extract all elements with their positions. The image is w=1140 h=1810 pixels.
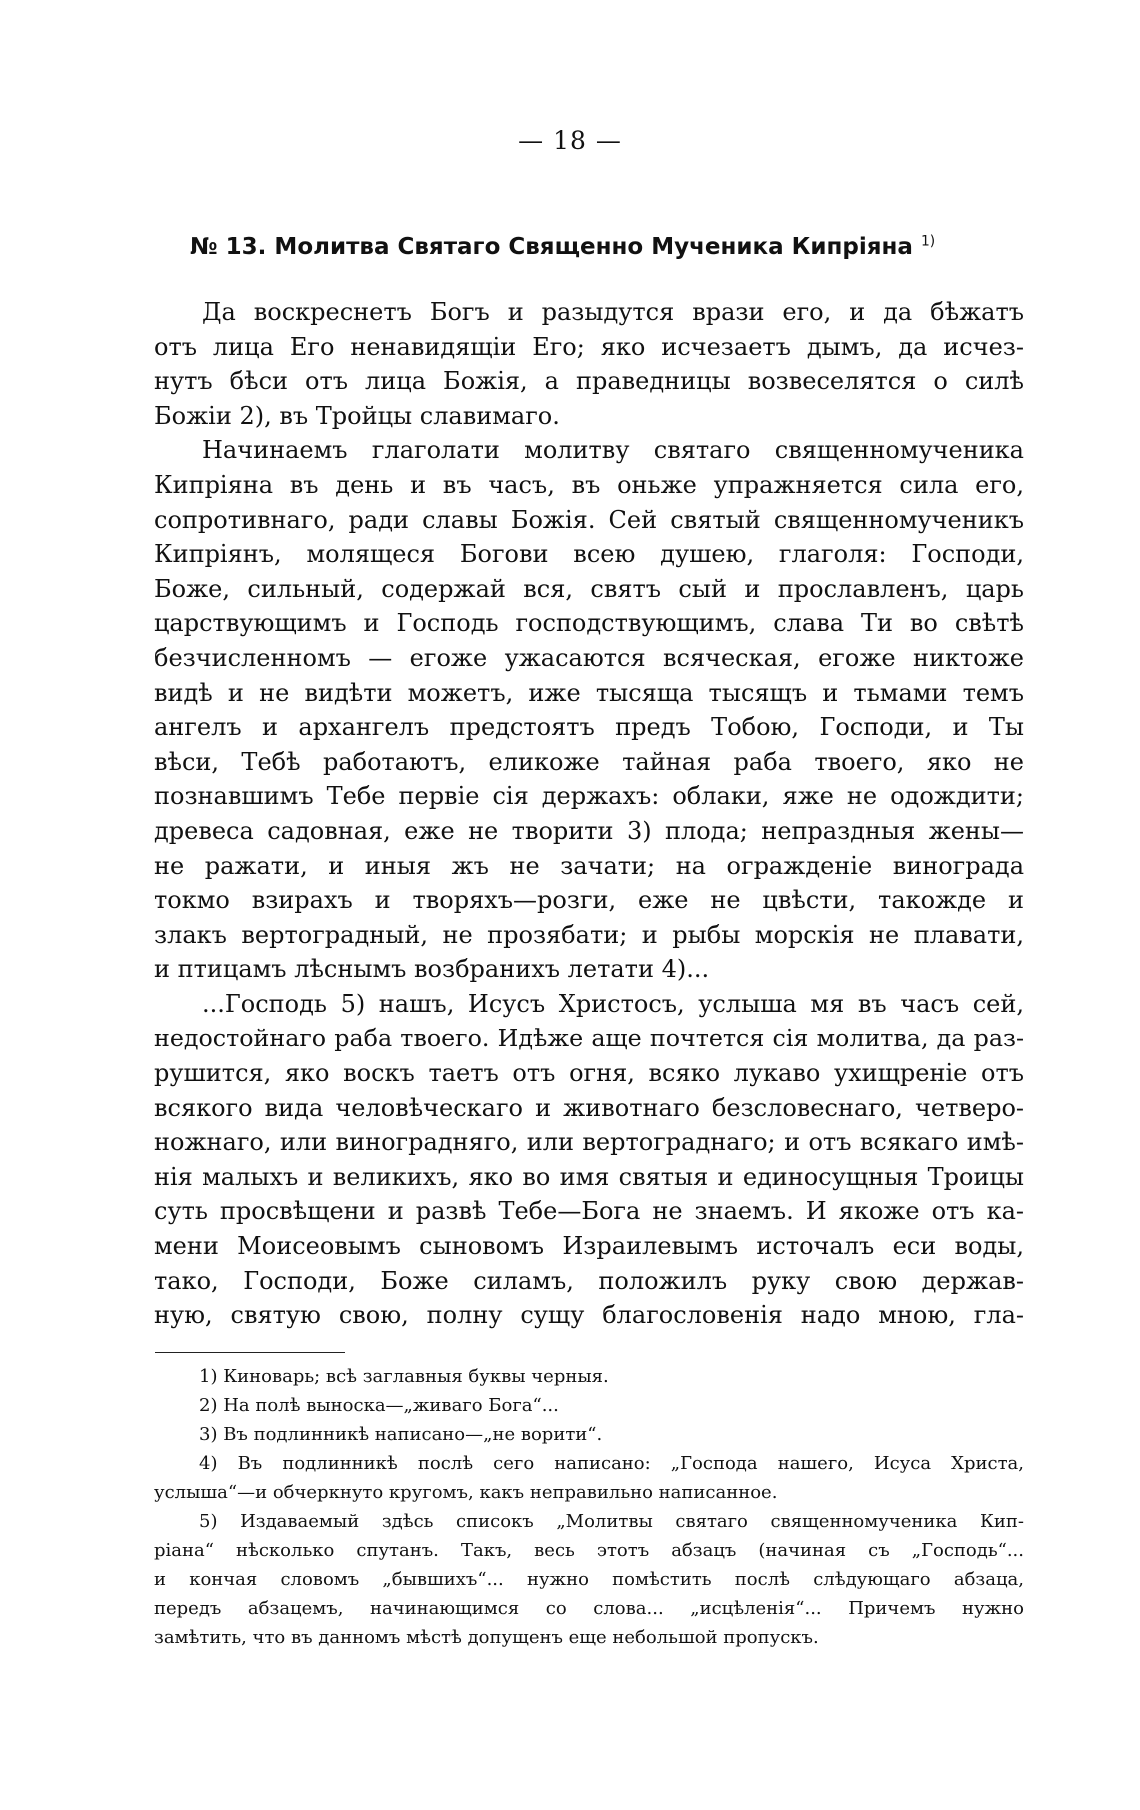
text-line: ангелъ и архангелъ предстоятъ предъ Тобою, Господи, и Ты	[154, 713, 1024, 742]
text-line: отъ лица Его ненавидящіи Его; яко исчезаетъ дымъ, да исчез-	[154, 332, 1024, 361]
footnote-5-cont: ріана“ нѣсколько спутанъ. Такъ, весь этотъ абзацъ (начиная съ „Господь“...	[154, 1540, 1024, 1561]
prayer-body	[154, 295, 1024, 1333]
text-line: Кипріяна въ день и въ часъ, въ оньже упражняется сила его,	[154, 470, 1024, 499]
paragraph-3	[154, 987, 1024, 1333]
text-line: и птицамъ лѣснымъ возбранихъ летати 4)...	[154, 955, 710, 984]
text-line: недостойнаго раба твоего. Идѣже аще почтется сія молитва, да раз-	[154, 1024, 1024, 1053]
text-line: вѣси, Тебѣ работаютъ, еликоже тайная раба твоего, яко не	[154, 747, 1024, 776]
text-line: Божіи 2), въ Тройцы славимаго.	[154, 401, 560, 430]
page-number: — 18 —	[518, 126, 622, 155]
text-line: мени Моисеовымъ сыновомъ Израилевымъ источалъ еси воды,	[154, 1232, 1024, 1261]
footnote-5-cont: замѣтить, что въ данномъ мѣстѣ допущенъ еще небольшой пропускъ.	[154, 1627, 819, 1648]
text-line: ную, святую свою, полну сущу благословенія надо мною, гла-	[154, 1301, 1024, 1330]
text-line: ножнаго, или виноградняго, или вертограднаго; и отъ всякаго имѣ-	[154, 1128, 1024, 1157]
text-line: Боже, сильный, содержай вся, святъ сый и прославленъ, царь	[154, 574, 1024, 603]
text-line: сопротивнаго, ради славы Божія. Сей святый священномученикъ	[154, 505, 1024, 534]
text-line: древеса садовная, еже не творити 3) плода; непраздныя жены—	[154, 816, 1024, 845]
paragraph-1	[154, 295, 1024, 433]
footnote-4-cont: услыша“—и обчеркнуто кругомъ, какъ неправильно написанное.	[154, 1482, 778, 1503]
text-line: познавшимъ Тебе первіе сія держахъ: облаки, яже не одождити;	[154, 782, 1024, 811]
text-line: всякого вида человѣческаго и животнаго безсловеснаго, четверо-	[154, 1093, 1024, 1122]
footnote-2: 2) На полѣ выноска—„живаго Бога“...	[199, 1395, 559, 1416]
text-line: не ражати, и иныя жъ не зачати; на огражденіе винограда	[154, 851, 1024, 880]
text-line: безчисленномъ — егоже ужасаются всяческая, егоже никтоже	[154, 643, 1024, 672]
text-line: Да воскреснетъ Богъ и разыдутся врази его, и да бѣжатъ	[202, 298, 1024, 326]
chapter-title	[190, 234, 990, 260]
text-line: царствующимъ и Господь господствующимъ, слава Ти во свѣтѣ	[154, 609, 1024, 638]
text-line: токмо взирахъ и творяхъ—розги, еже не цвѣсти, такожде и	[154, 886, 1024, 915]
footnotes	[154, 1362, 1024, 1652]
text-line: рушится, яко воскъ таетъ отъ огня, всяко лукаво ухищреніе отъ	[154, 1059, 1024, 1088]
text-line: видѣ и не видѣти можетъ, иже тысяща тысящъ и тьмами темъ	[154, 678, 1024, 707]
paragraph-2	[154, 433, 1024, 987]
text-line: нія малыхъ и великихъ, яко во имя святыя и единосущныя Троицы	[154, 1162, 1024, 1191]
footnote-5-cont: и кончая словомъ „бывшихъ“... нужно помѣстить послѣ слѣдующаго абзаца,	[154, 1569, 1024, 1590]
text-line: ...Господь 5) нашъ, Исусъ Христосъ, услыша мя въ часъ сей,	[202, 989, 1024, 1018]
footnote-5-cont: передъ абзацемъ, начинающимся со слова... „исцѣленія“... Причемъ нужно	[154, 1598, 1024, 1619]
title-footnote-ref: 1)	[920, 233, 936, 250]
text-line: Кипріянъ, молящеся Богови всею душею, глаголя: Господи,	[154, 540, 1024, 569]
text-line: злакъ вертоградный, не прозябати; и рыбы морскія не плавати,	[154, 920, 1024, 949]
footnote-5: 5) Издаваемый здѣсь списокъ „Молитвы святаго священномученика Кип-	[199, 1511, 1024, 1532]
text-line: тако, Господи, Боже силамъ, положилъ руку свою держав-	[154, 1266, 1024, 1295]
text-line: нутъ бѣси отъ лица Божія, а праведницы возвеселятся о силѣ	[154, 367, 1024, 396]
footnote-divider	[155, 1352, 345, 1353]
footnote-4: 4) Въ подлинникѣ послѣ сего написано: „Господа нашего, Исуса Христа,	[199, 1453, 1024, 1474]
text-line: Начинаемъ глаголати молитву святаго священномученика	[202, 436, 1024, 465]
footnote-1: 1) Киноварь; всѣ заглавныя буквы черныя.	[199, 1366, 609, 1387]
chapter-title-text: № 13. Молитва Святаго Священно Мученика Кипріяна	[190, 234, 913, 260]
footnote-3: 3) Въ подлинникѣ написано—„не ворити“.	[199, 1424, 603, 1445]
text-line: суть просвѣщени и развѣ Тебе—Бога не знаемъ. И якоже отъ ка-	[154, 1197, 1024, 1226]
